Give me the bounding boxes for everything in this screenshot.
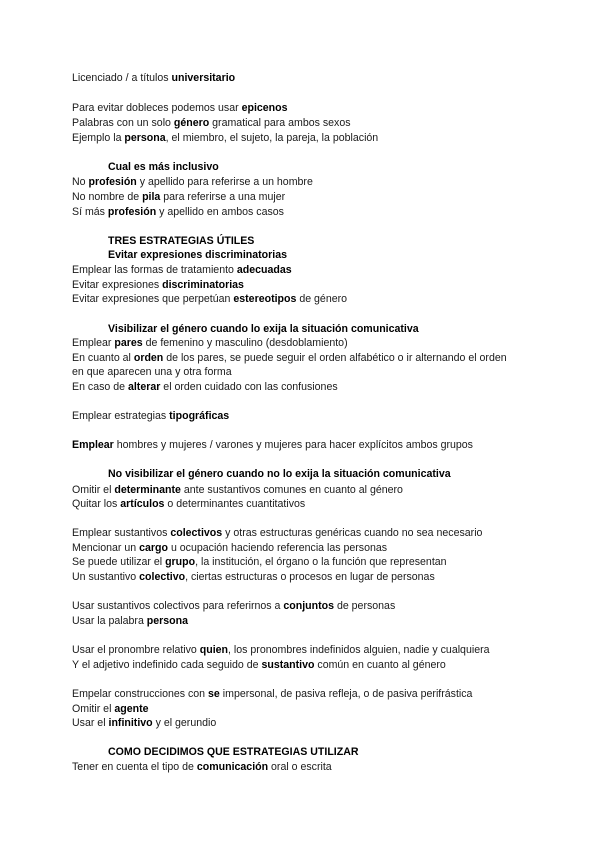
bold-term: profesión: [88, 176, 137, 188]
text-run: de femenino y masculino (desdoblamiento): [142, 337, 348, 349]
text-run: Un sustantivo: [72, 571, 140, 583]
bold-term: alterar: [127, 381, 161, 393]
text-run: y otras estructuras genéricas cuando no sea necesario: [222, 527, 483, 539]
text-run: Emplear las formas de tratamiento: [72, 264, 237, 276]
text-run: Sí más: [72, 206, 108, 218]
text-run: , los pronombres indefinidos alguien, nadie y cualquiera: [228, 644, 490, 656]
text-run: Se puede utilizar el: [72, 556, 166, 568]
bold-term: comunicación: [196, 761, 269, 773]
text-line: [72, 191, 285, 204]
section-heading: [108, 235, 254, 248]
bold-term: grupo: [165, 556, 196, 568]
text-run: No: [72, 176, 89, 188]
section-heading: [108, 249, 287, 262]
text-line: [72, 527, 482, 540]
text-run: Para evitar dobleces podemos usar: [72, 102, 242, 114]
text-run: y apellido para referirse a un hombre: [136, 176, 313, 188]
text-line: [72, 132, 378, 145]
text-run: Y el adjetivo indefinido cada seguido de: [72, 659, 262, 671]
text-line: [72, 264, 292, 277]
text-run: ante sustantivos comunes en cuanto al género: [180, 484, 403, 496]
text-line: [72, 659, 446, 672]
text-run: hombres y mujeres / varones y mujeres para hacer explícitos ambos grupos: [113, 439, 473, 451]
text-line: [72, 293, 347, 306]
bold-term: quien: [199, 644, 229, 656]
text-run: Omitir el: [72, 703, 115, 715]
bold-term: pares: [114, 337, 143, 349]
text-line: [72, 366, 232, 379]
bold-term: COMO DECIDIMOS QUE ESTRATEGIAS UTILIZAR: [108, 746, 359, 758]
section-heading: [108, 161, 219, 174]
text-run: Tener en cuenta el tipo de: [72, 761, 197, 773]
text-line: [72, 703, 149, 716]
text-line: [72, 688, 472, 701]
text-run: o determinantes cuantitativos: [164, 498, 306, 510]
bold-term: Emplear: [72, 439, 114, 451]
text-run: , la institución, el órgano o la función que representan: [195, 556, 447, 568]
text-line: [72, 542, 387, 555]
text-run: En caso de: [72, 381, 128, 393]
text-run: Quitar los: [72, 498, 121, 510]
bold-term: Visibilizar el género cuando lo exija la situación comunicativa: [108, 323, 419, 335]
text-run: Emplear: [72, 337, 115, 349]
bold-term: adecuadas: [236, 264, 292, 276]
text-line: [72, 206, 284, 219]
section-heading: [108, 746, 359, 759]
bold-term: género: [173, 117, 210, 129]
text-run: de personas: [334, 600, 396, 612]
text-line: [72, 72, 235, 85]
text-line: [72, 571, 435, 584]
bold-term: tipográficas: [169, 410, 230, 422]
bold-term: universitario: [171, 72, 236, 84]
text-run: Usar la palabra: [72, 615, 147, 627]
bold-term: TRES ESTRATEGIAS ÚTILES: [108, 235, 255, 247]
text-run: Evitar expresiones: [72, 279, 163, 291]
bold-term: se: [208, 688, 220, 700]
bold-term: artículos: [120, 498, 165, 510]
text-run: , ciertas estructuras o procesos en lugar de personas: [185, 571, 435, 583]
text-run: Mencionar un: [72, 542, 140, 554]
bold-term: conjuntos: [283, 600, 334, 612]
text-line: [72, 717, 216, 730]
text-run: de los pares, se puede seguir el orden alfabético o ir alternando el orden: [163, 352, 507, 364]
text-run: Empelar construcciones con: [72, 688, 209, 700]
text-run: En cuanto al: [72, 352, 134, 364]
text-run: Omitir el: [72, 484, 115, 496]
bold-term: pila: [142, 191, 161, 203]
text-line: [72, 615, 188, 628]
section-heading: [108, 323, 419, 336]
bold-term: persona: [124, 132, 166, 144]
text-run: Emplear sustantivos: [72, 527, 171, 539]
bold-term: agente: [114, 703, 149, 715]
bold-term: Evitar expresiones discriminatorias: [108, 249, 287, 261]
text-line: [72, 352, 507, 365]
text-run: Evitar expresiones que perpetúan: [72, 293, 234, 305]
text-run: No nombre de: [72, 191, 143, 203]
bold-term: colectivo: [139, 571, 186, 583]
bold-term: orden: [133, 352, 164, 364]
text-run: gramatical para ambos sexos: [209, 117, 351, 129]
bold-term: infinitivo: [108, 717, 153, 729]
bold-term: sustantivo: [261, 659, 315, 671]
text-line: [72, 644, 490, 657]
text-run: oral o escrita: [268, 761, 332, 773]
text-run: Usar el: [72, 717, 109, 729]
bold-term: epicenos: [241, 102, 288, 114]
text-line: [72, 600, 395, 613]
text-run: Emplear estrategias: [72, 410, 170, 422]
text-line: [72, 117, 351, 130]
text-line: [72, 102, 288, 115]
bold-term: persona: [146, 615, 189, 627]
bold-term: profesión: [107, 206, 157, 218]
bold-term: determinante: [114, 484, 181, 496]
text-line: [72, 439, 473, 452]
text-line: [72, 410, 229, 423]
text-run: el orden cuidado con las confusiones: [160, 381, 338, 393]
text-line: [72, 279, 244, 292]
bold-term: estereotipos: [233, 293, 297, 305]
text-run: , el miembro, el sujeto, la pareja, la población: [165, 132, 379, 144]
text-line: [72, 381, 338, 394]
text-line: [72, 498, 305, 511]
text-run: en que aparecen una y otra forma: [72, 366, 232, 378]
text-run: de género: [296, 293, 348, 305]
bold-term: discriminatorias: [162, 279, 244, 291]
text-run: y apellido en ambos casos: [156, 206, 284, 218]
bold-term: Cual es más inclusivo: [108, 161, 219, 173]
text-run: para referirse a una mujer: [160, 191, 286, 203]
text-run: común en cuanto al género: [314, 659, 446, 671]
text-run: Licenciado / a títulos: [72, 72, 172, 84]
text-run: Palabras con un solo: [72, 117, 174, 129]
text-line: [72, 337, 348, 350]
text-run: Ejemplo la: [72, 132, 125, 144]
text-run: y el gerundio: [152, 717, 217, 729]
text-line: [72, 556, 447, 569]
text-run: Usar el pronombre relativo: [72, 644, 200, 656]
text-run: u ocupación haciendo referencia las personas: [168, 542, 388, 554]
bold-term: No visibilizar el género cuando no lo exija la situación comunicativa: [108, 468, 451, 480]
text-line: [72, 761, 332, 774]
bold-term: cargo: [139, 542, 168, 554]
text-run: Usar sustantivos colectivos para referirnos a: [72, 600, 284, 612]
text-line: [72, 484, 403, 497]
bold-term: colectivos: [170, 527, 223, 539]
text-run: impersonal, de pasiva refleja, o de pasiva perifrástica: [219, 688, 473, 700]
text-line: [72, 176, 313, 189]
section-heading: [108, 468, 451, 481]
